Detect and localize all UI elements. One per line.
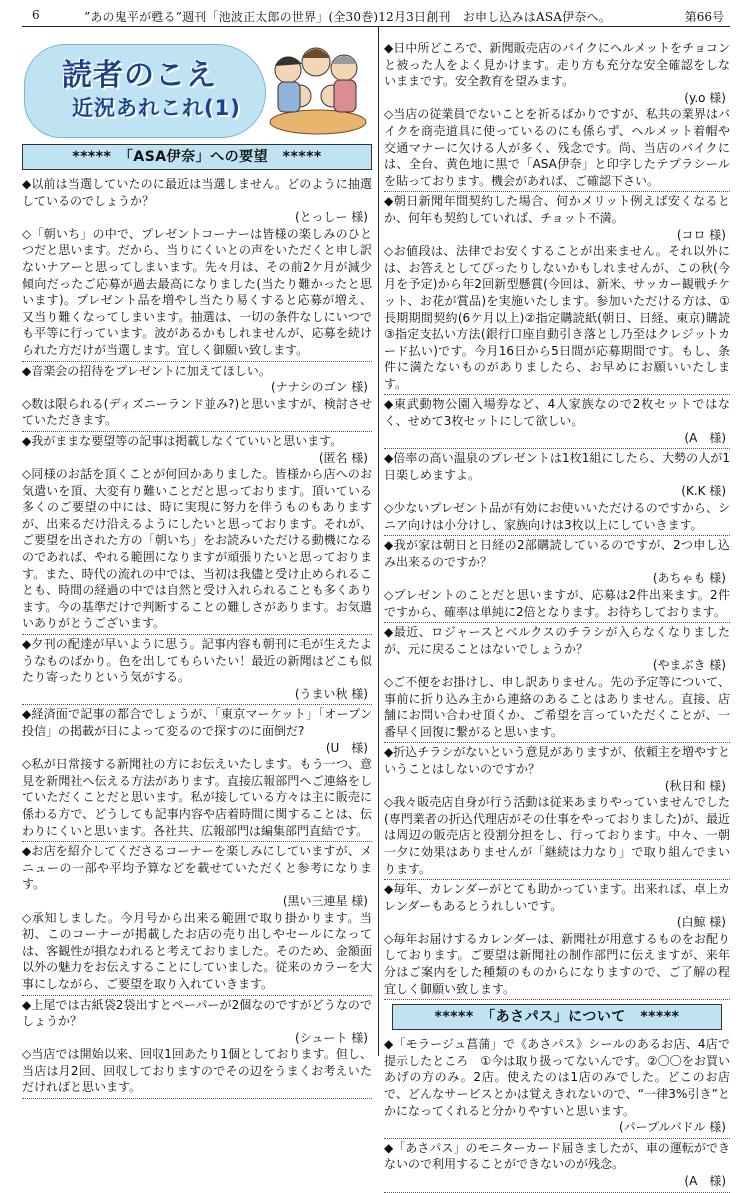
- reader-entry: [22, 176, 372, 362]
- reader-signature: (コロ 様): [676, 227, 726, 242]
- header-title: ”あの鬼平が甦る”週刊「池波正太郎の世界」(全30巻)12月3日創刊 お申し込みはASA伊奈へ。: [84, 10, 611, 24]
- reader-question: ◆折込チラシがないという意見がありますが、依頼主を増やすということはしないのですか？: [384, 745, 730, 776]
- left-entry-list: [22, 176, 372, 1099]
- reader-signature: (とっしー 様): [295, 210, 368, 225]
- page-header: [22, 4, 730, 27]
- page-number: 6: [32, 8, 40, 22]
- reader-question: ◆朝日新聞年間契約した場合、何かメリット例えば安くなるとか、何年も契約していれば、チョット不満。: [384, 194, 730, 225]
- store-answer: ◇ご不便をお掛けし、申し訳ありません。先の予定等について、事前に折り込み主から連絡のあることはありません。直接、店舗にお問い合わせ頂くか、ご希望を言っていただくことが、一番早く回復に繋がると思います。: [384, 674, 730, 739]
- store-answer: ◇承知しました。今月号から出来る範囲で取り掛かります。当初、このコーナーが掲載したお店の売り出しやセールになっては、客観性が損なわれると考えておりました。そのため、金額面以外の魅力をお伝えすることにしていました。従来のカラーを大事にしながら、ご要望を取り入れていきます。: [22, 910, 372, 991]
- reader-question: ◆上尾では古紙袋2袋出すとペーパーが2個なのですがどうなのでしょうか？: [22, 997, 372, 1029]
- store-answer: ◇私が日常接する新聞社の方にお伝えいたします。もう一つ、意見を新聞社へ伝える方法があります。直接広報部門へご連絡をしていただくことだと思います。私が接している方々は主に販売に係わる方で、どうしても記事内容や店着時間に関することは、伝わりにくいと思います。各社共、広報部門は編集部門直結です。: [22, 757, 372, 838]
- store-answer: ◇同様のお話を頂くことが何回かありました。皆様から店へのお気遣いを頂、大変有り難いことだと思っております。頂いている多くのご要望の中には、時に実現に努力を伴うものもありますが、出来るだけ沿えるようにしたいと思っております。それが、ご要望を出された方の「朝いち」をお読みいただける動機になるのであれば、やれる範囲になりますが頑張りたいと思っております。また、時代の流れの中では、当初は我儘と受け止められることも、時間の経過の中では自然と受け入れられることも多くあります。今の基準だけで判断することの難しさがあります。お気遣いありがとうございます。: [22, 467, 372, 631]
- reader-signature: (やまぶき 様): [652, 658, 726, 673]
- reader-question: ◆最近、ロジャースとベルクスのチラシが入らなくなりましたが、元に戻ることはないでしょうか？: [384, 625, 730, 656]
- issue-number: 第66号: [684, 10, 724, 24]
- reader-question: ◆毎年、カレンダーがとても助かっています。出来れば、卓上カレンダーもあるとうれしいです。: [384, 882, 730, 913]
- right-column: [384, 40, 730, 1188]
- left-column: [22, 30, 372, 1095]
- reader-signature: (匿名 様): [318, 450, 368, 465]
- readers-voice-banner: [22, 30, 372, 140]
- reader-entry: [384, 624, 730, 743]
- reader-signature: (秋日和 様): [664, 778, 726, 793]
- reader-question: ◆倍率の高い温泉のプレゼントは1枚1組にしたら、大勢の人が1日楽しめますよ。: [384, 451, 730, 482]
- asa-pass-entry-list: [384, 1036, 730, 1192]
- reader-question: ◆日中所どころで、新聞販売店のバイクにヘルメットをチョコンと被った人をよく見かけます。走り方も充分な安全確認をしないままです。安全教育を望みます。: [384, 41, 730, 89]
- reader-signature: (y.o 様): [684, 90, 726, 105]
- reader-signature: (白鯨 様): [676, 915, 726, 930]
- reader-entry: [22, 363, 372, 432]
- reader-question: ◆我がままな要望等の記事は掲載しなくていいと思います。: [22, 433, 343, 448]
- reader-signature: (U 様): [325, 740, 368, 755]
- reader-entry: [384, 744, 730, 880]
- reader-signature: (うまい秋 様): [294, 686, 368, 701]
- reader-signature: (K.K 様): [681, 484, 726, 499]
- store-answer: ◇毎年お届けするカレンダーは、新聞社が用意するものをお配りしております。ご要望は新聞社の制作部門に伝えますが、来年分はご案内をした種類のものからになりますので、ご了解の程宜しく御願い致します。: [384, 931, 730, 996]
- reader-entry: [384, 537, 730, 623]
- banner-subtitle: 近況あれこれ(1): [72, 96, 241, 120]
- reader-question: ◆夕刊の配達が早いように思う。記事内容も朝刊に毛が生えたようなものばかり。色を出してもらいたい！最近の新聞はどこも似たり寄ったりという気がする。: [22, 637, 372, 685]
- reader-entry: [22, 706, 372, 842]
- illustration-people-icon: [260, 30, 370, 138]
- store-answer: ◇当店の従業員でないことを祈るばかりですが、私共の業界はバイクを商売道具に使っているのにも係らず、ヘルメット着帽や交通マナーに欠ける人が多く、残念です。尚、当店のバイクには、全台、黄色地に黒で「ASA伊奈」と印字したテプラシールを貼っております。機会があれば、ご確認下さい。: [384, 107, 730, 188]
- reader-signature: (A 様): [684, 430, 726, 445]
- section-header-asa-pass: ***** 「あさパス」について *****: [392, 1004, 722, 1030]
- store-answer: ◇少ないプレゼント品が有効にお使いいただけるのですから、シニア向けは小分けし、家族向けは3枚以上にしていきます。: [384, 501, 730, 532]
- reader-question: ◆「あさパス」のモニターカード届きましたが、車の運転ができないので利用することができないのが残念。: [384, 1140, 730, 1172]
- reader-signature: (あちゃも 様): [652, 571, 726, 586]
- reader-entry: [22, 636, 372, 705]
- reader-question: ◆経済面で記事の都合でしょうが、「東京マーケット」「オープン投信」の掲載が日によって変るので探すのに面倒だ?: [22, 707, 372, 738]
- reader-signature: (パープルバドル 様): [618, 1120, 726, 1135]
- reader-signature: (ナナシのゴン 様): [271, 380, 368, 395]
- reader-signature: (A 様): [684, 1174, 726, 1188]
- reader-entry: [384, 1036, 730, 1139]
- store-answer: ◇お値段は、法律でお安くすることが出来ません。それ以外には、お答えとしてぴったりしないかもしれませんが、この秋(今月を予定)から年2回新型懸賞(今回は、新米、サッカー観戦チケット、お花が賞品)を実施いたします。参加いただける方は、①長期期間契約(6ケ月以上)②指定購読紙(朝日、日経、東京)購読③指定支払い方法(銀行口座自動引き落とし乃至はクレジットカード払い)です。今月16日から5日間が応募期間です。もし、条件に満たないものがありましたら、お早めにお願いいたします。: [384, 244, 730, 391]
- banner-title: 読者のこえ: [62, 58, 217, 93]
- reader-question: ◆我が家は朝日と日経の2部購読しているのですが、2つ申し込み出来るのですか？: [384, 538, 730, 569]
- reader-signature: (黒い三連星 様): [282, 893, 368, 908]
- store-answer: ◇プレゼントのことだと思いますが、応募は2件出来ます。2件ですから、確率は単純に2倍となります。お待ちしております。: [384, 588, 730, 619]
- reader-question: ◆音楽会の招待をプレゼントに加えてほしい。: [22, 363, 271, 378]
- reader-question: ◆東武動物公園入場券など、4人家族なので2枚セットではなく、せめて3枚セットにして欲しい。: [384, 397, 730, 429]
- reader-entry: [22, 433, 372, 635]
- right-entry-list: [384, 40, 730, 1000]
- column-divider: [378, 26, 379, 1056]
- section-header-asa-requests: ***** 「ASA伊奈」への要望 *****: [22, 144, 372, 170]
- store-answer: ◇数は限られる(ディズニーランド並み?)と思いますが、検討させていただきます。: [22, 396, 372, 428]
- reader-entry: [384, 450, 730, 536]
- reader-question: ◆お店を紹介してくださるコーナーを楽しみにしていますが、メニューの一部や平均予算などを載せていただくと参考になります。: [22, 844, 372, 892]
- reader-entry: [384, 1140, 730, 1193]
- reader-question: ◆「モラージュ菖蒲」で《あさパス》シールのあるお店、4店で提示したところ ①今は取り扱ってないんです。②〇〇をお買いあげの方のみ。2店。使えたのは1店のみでした。どこのお店で、どんなサービスとかは覚えきれないので、“一律3%引き”とかになってくれると分かりやすいと思います。: [384, 1037, 730, 1118]
- reader-entry: [22, 843, 372, 995]
- reader-entry: [22, 997, 372, 1100]
- store-answer: ◇「朝いち」の中で、プレゼントコーナーは皆様の楽しみのひとつだと思います。だから、当りにくいとの声をいただくと申し訳ないナアーと思ってしまいます。先々月は、その前2ケ月が減少傾向だったご応募が過去最高になりました(当たり難かったと思います)。プレゼント品を増やし当たり易くすると応募が増え、又当り難くなってしまいます。抽選は、一切の条件なしにいつでも平等に行っています。波があるかもしれませんが、応募を続けられた方だけが当選します。宜しく御願い致します。: [22, 226, 372, 357]
- reader-question: ◆以前は当選していたのに最近は当選しません。どのように抽選しているのでしょうか？: [22, 177, 372, 208]
- reader-entry: [384, 881, 730, 1000]
- store-answer: ◇当店では開始以来、回収1回あたり1個としております。但し、当店は月2回、回収しておりますのでその辺をうまくお考えいただければと思います。: [22, 1047, 372, 1095]
- store-answer: ◇我々販売店自身が行う活動は従来あまりやっていませんでした(専門業者の折込代理店がその仕事をやっておりました)が、最近は周辺の販売店と役割分担をし、行っております。中々、一朝一夕に効果はありませんが「継続は力なり」で取り組んでまいります。: [384, 795, 730, 876]
- reader-signature: (シュート 様): [295, 1030, 368, 1045]
- reader-entry: [384, 193, 730, 395]
- reader-entry: [384, 396, 730, 449]
- reader-entry: [384, 40, 730, 192]
